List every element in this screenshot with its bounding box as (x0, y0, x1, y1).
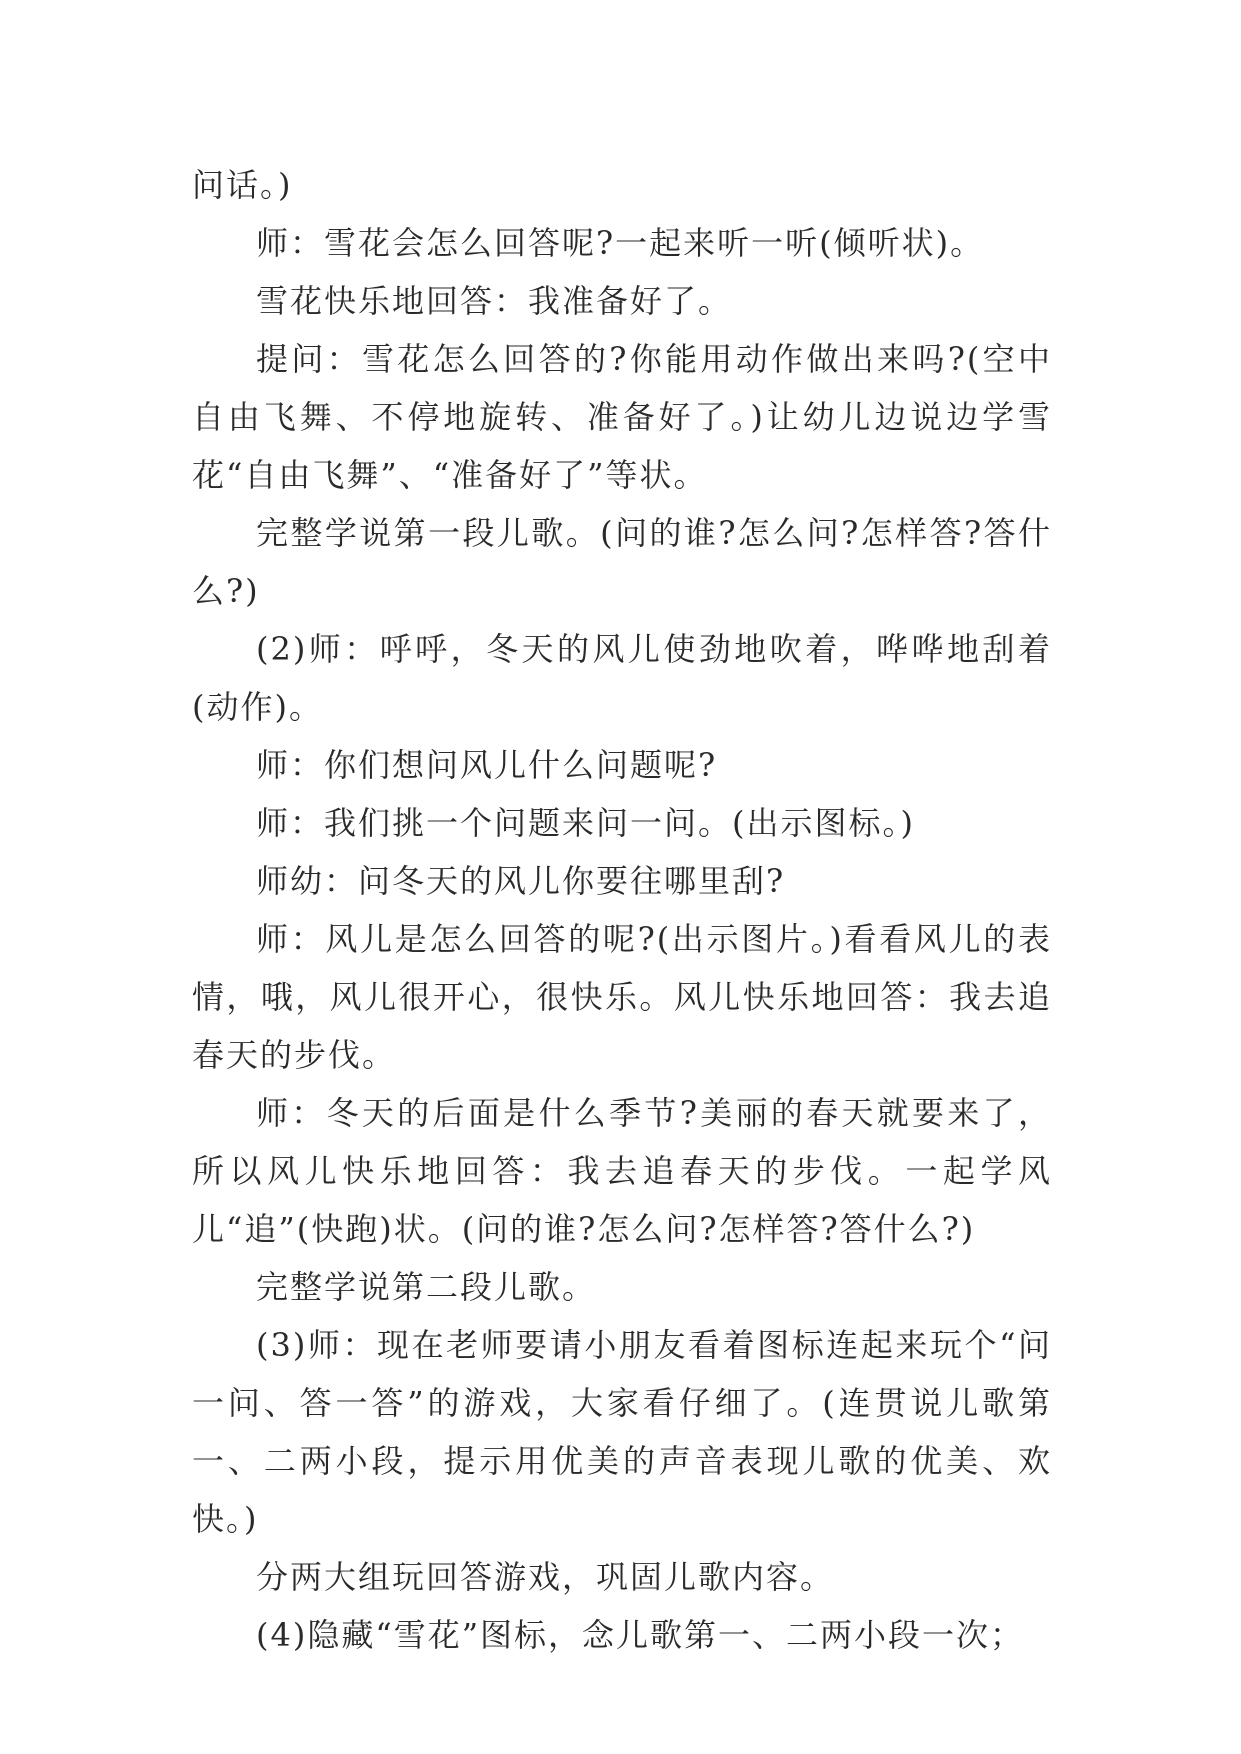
paragraph: 师：风儿是怎么回答的呢?(出示图片。)看看风儿的表情，哦，风儿很开心，很快乐。风儿快乐地回答：我去追春天的步伐。 (192, 920, 1052, 1074)
document-body (192, 156, 1052, 1664)
paragraph: (4)隐藏“雪花”图标，念儿歌第一、二两小段一次； (256, 1616, 1025, 1654)
paragraph: 完整学说第一段儿歌。(问的谁?怎么问?怎样答?答什么?) (192, 514, 1052, 610)
paragraph: 分两大组玩回答游戏，巩固儿歌内容。 (256, 1558, 835, 1596)
paragraph: 师：我们挑一个问题来问一问。(出示图标。) (256, 804, 915, 842)
paragraph: 师：冬天的后面是什么季节?美丽的春天就要来了，所以风儿快乐地回答：我去追春天的步伐。一起学风儿“追”(快跑)状。(问的谁?怎么问?怎样答?答什么?) (192, 1094, 1052, 1248)
paragraph: (2)师：呼呼，冬天的风儿使劲地吹着，哗哗地刮着(动作)。 (192, 630, 1052, 726)
paragraph: 雪花快乐地回答：我准备好了。 (256, 282, 733, 320)
paragraph: 师幼：问冬天的风儿你要往哪里刮? (256, 862, 786, 900)
paragraph: 问话。) (192, 166, 293, 204)
paragraph: 师：你们想问风儿什么问题呢? (256, 746, 718, 784)
paragraph: 师：雪花会怎么回答呢?一起来听一听(倾听状)。 (256, 224, 985, 262)
paragraph: (3)师：现在老师要请小朋友看着图标连起来玩个“问一问、答一答”的游戏，大家看仔细了。(连贯说儿歌第一、二两小段，提示用优美的声音表现儿歌的优美、欢快。) (192, 1326, 1052, 1538)
paragraph: 提问：雪花怎么回答的?你能用动作做出来吗?(空中自由飞舞、不停地旋转、准备好了。)让幼儿边说边学雪花“自由飞舞”、“准备好了”等状。 (192, 340, 1052, 494)
paragraph: 完整学说第二段儿歌。 (256, 1268, 597, 1306)
